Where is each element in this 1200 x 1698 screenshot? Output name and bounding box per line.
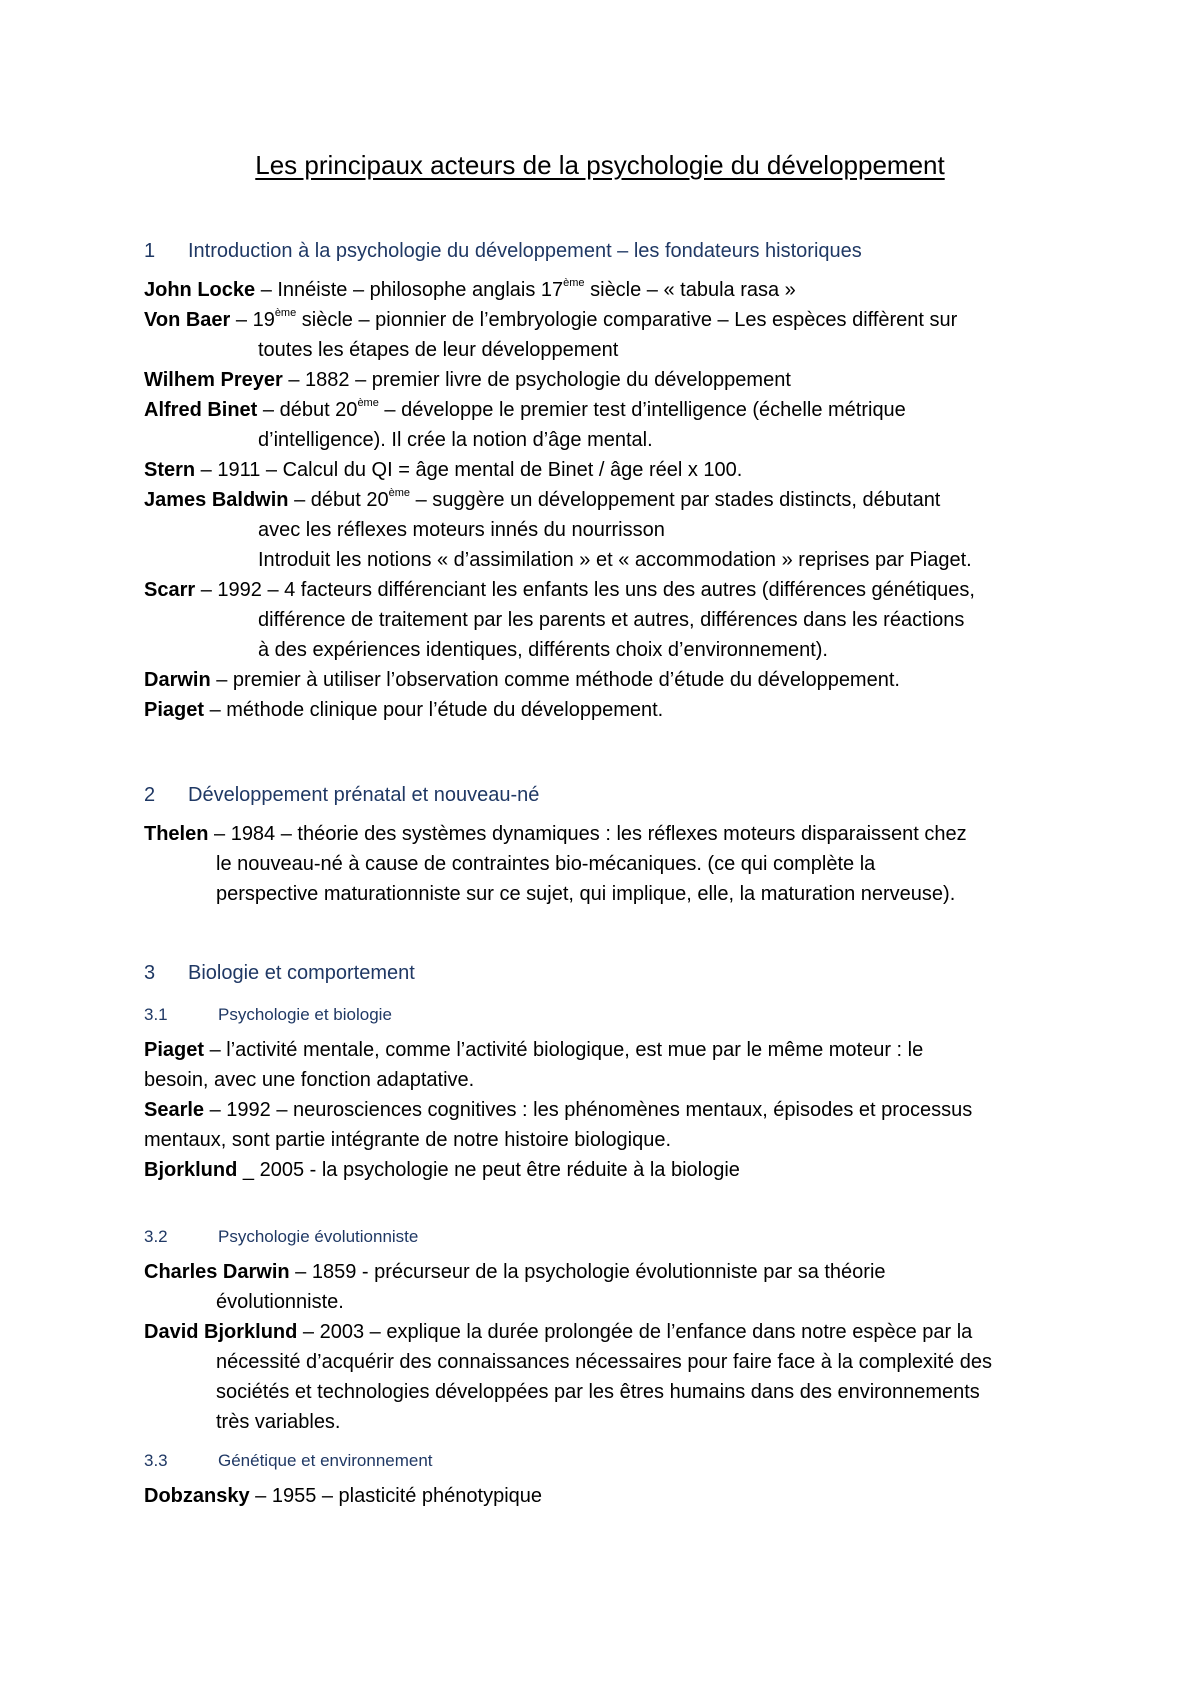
entry-text: siècle – pionnier de l’embryologie comparative – Les espèces diffèrent sur: [296, 309, 958, 331]
entry-text: – 1992 – 4 facteurs différenciant les enfants les uns des autres (différences génétiques,: [195, 579, 975, 601]
entry-charles-darwin: [144, 1258, 1074, 1288]
entry-locke: [144, 276, 1074, 306]
entry-thelen-continued: perspective maturationniste sur ce sujet, qui implique, elle, la maturation nerveuse).: [216, 883, 956, 905]
superscript: ème: [388, 487, 411, 500]
entry-von-baer-continued: toutes les étapes de leur développement: [258, 339, 619, 361]
entry-text: – développe le premier test d’intelligence (échelle métrique: [378, 399, 906, 421]
entry-charles-darwin-continued: évolutionniste.: [216, 1291, 344, 1313]
entry-text: – 1984 – théorie des systèmes dynamiques : les réflexes moteurs disparaissent chez: [208, 823, 967, 845]
superscript: ème: [563, 277, 585, 290]
entry-thelen: [144, 820, 1074, 850]
subsection-title: Psychologie et biologie: [218, 1005, 392, 1024]
entry-scarr: [144, 576, 1074, 606]
subsection-title: Génétique et environnement: [218, 1451, 433, 1470]
entry-text: – début 20: [257, 399, 358, 421]
entry-text: – 1955 – plasticité phénotypique: [249, 1485, 543, 1507]
author-name: Piaget: [144, 699, 205, 721]
section-title: Introduction à la psychologie du développement – les fondateurs historiques: [188, 240, 862, 262]
entry-text: – 1992 – neurosciences cognitives : les phénomènes mentaux, épisodes et processus: [204, 1099, 973, 1121]
page-title: Les principaux acteurs de la psychologie du développement: [255, 150, 945, 180]
entry-searle: [144, 1096, 1074, 1126]
entry-text: – 19: [230, 309, 275, 331]
section-number: 1: [144, 240, 156, 262]
section-2-heading: [144, 782, 539, 808]
entry-david-bjorklund-continued: sociétés et technologies développées par les êtres humains dans des environnements: [216, 1381, 980, 1403]
author-name: Darwin: [144, 669, 211, 691]
author-name: Von Baer: [144, 309, 231, 331]
entry-preyer: [144, 366, 1074, 396]
subsection-number: 3.2: [144, 1227, 168, 1246]
section-title: Biologie et comportement: [188, 962, 415, 984]
entry-binet-continued: d’intelligence). Il crée la notion d’âge mental.: [258, 429, 653, 451]
entry-text: – 2003 – explique la durée prolongée de l’enfance dans notre espèce par la: [297, 1321, 973, 1343]
entry-binet: [144, 396, 1074, 426]
superscript: ème: [357, 397, 379, 410]
entry-david-bjorklund: [144, 1318, 1074, 1348]
author-name: Stern: [144, 459, 196, 481]
author-name: Bjorklund: [144, 1159, 238, 1181]
entry-text: – 1882 – premier livre de psychologie du développement: [282, 369, 791, 391]
entry-text: – Innéiste – philosophe anglais 17: [255, 279, 564, 301]
subsection-3-2-heading: [144, 1226, 418, 1248]
entry-text: – méthode clinique pour l’étude du développement.: [204, 699, 664, 721]
entry-piaget-biology: [144, 1036, 1074, 1066]
author-name: Wilhem Preyer: [144, 369, 283, 391]
author-name: Scarr: [144, 579, 196, 601]
entry-dobzansky: [144, 1482, 1074, 1512]
entry-david-bjorklund-continued: très variables.: [216, 1411, 341, 1433]
author-name: Piaget: [144, 1039, 205, 1061]
section-title: Développement prénatal et nouveau-né: [188, 784, 540, 806]
superscript: ème: [274, 307, 297, 320]
entry-text: – 1859 - précurseur de la psychologie évolutionniste par sa théorie: [289, 1261, 886, 1283]
entry-piaget-biology-continued: besoin, avec une fonction adaptative.: [144, 1069, 475, 1091]
subsection-number: 3.1: [144, 1005, 168, 1024]
entry-david-bjorklund-continued: nécessité d’acquérir des connaissances nécessaires pour faire face à la complexité des: [216, 1351, 992, 1373]
author-name: John Locke: [144, 279, 256, 301]
entry-von-baer: [144, 306, 1074, 336]
entry-scarr-continued: à des expériences identiques, différents choix d’environnement).: [258, 639, 828, 661]
author-name: James Baldwin: [144, 489, 289, 511]
entry-baldwin: [144, 486, 1074, 516]
entry-text: _ 2005 - la psychologie ne peut être réduite à la biologie: [237, 1159, 740, 1181]
entry-piaget: [144, 696, 1074, 726]
entry-scarr-continued: différence de traitement par les parents et autres, différences dans les réactions: [258, 609, 965, 631]
entry-thelen-continued: le nouveau-né à cause de contraintes bio-mécaniques. (ce qui complète la: [216, 853, 876, 875]
author-name: David Bjorklund: [144, 1321, 298, 1343]
entry-baldwin-continued: avec les réflexes moteurs innés du nourrisson: [258, 519, 665, 541]
author-name: Charles Darwin: [144, 1261, 290, 1283]
entry-text: – premier à utiliser l’observation comme méthode d’étude du développement.: [210, 669, 900, 691]
entry-text: – début 20: [288, 489, 389, 511]
section-number: 3: [144, 962, 156, 984]
author-name: Thelen: [144, 823, 209, 845]
subsection-3-3-heading: [144, 1450, 433, 1472]
author-name: Searle: [144, 1099, 205, 1121]
subsection-title: Psychologie évolutionniste: [218, 1227, 419, 1246]
author-name: Alfred Binet: [144, 399, 258, 421]
entry-baldwin-continued: Introduit les notions « d’assimilation » et « accommodation » reprises par Piaget.: [258, 549, 972, 571]
section-3-heading: [144, 960, 415, 986]
section-number: 2: [144, 784, 156, 806]
entry-searle-continued: mentaux, sont partie intégrante de notre histoire biologique.: [144, 1129, 672, 1151]
entry-stern: [144, 456, 1074, 486]
entry-darwin: [144, 666, 1074, 696]
entry-text: – 1911 – Calcul du QI = âge mental de Binet / âge réel x 100.: [195, 459, 743, 481]
section-1-heading: [144, 238, 862, 264]
entry-bjorklund: [144, 1156, 1074, 1186]
entry-text: siècle – « tabula rasa »: [584, 279, 796, 301]
author-name: Dobzansky: [144, 1485, 250, 1507]
subsection-3-1-heading: [144, 1004, 392, 1026]
entry-text: – l’activité mentale, comme l’activité biologique, est mue par le même moteur : le: [204, 1039, 924, 1061]
subsection-number: 3.3: [144, 1451, 168, 1470]
entry-text: – suggère un développement par stades distincts, débutant: [410, 489, 941, 511]
